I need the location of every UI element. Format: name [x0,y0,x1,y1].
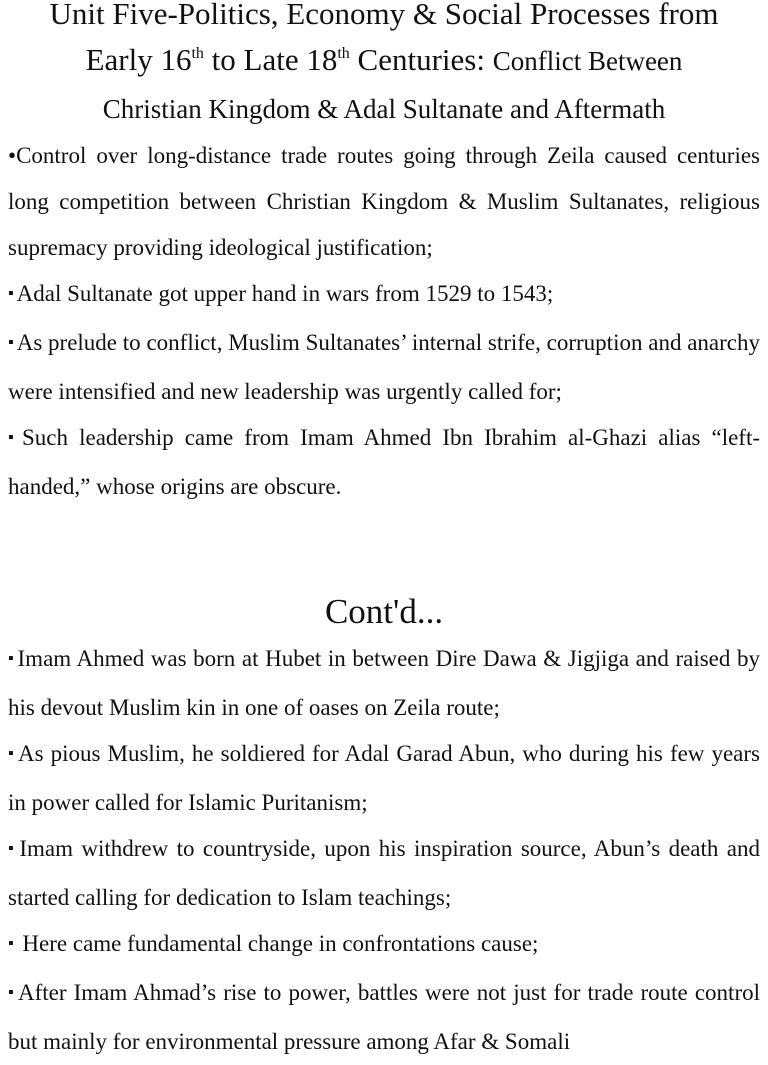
bullet-marker: ▪ [8,935,14,952]
bullet-marker: • [8,143,17,168]
bullet-text: As prelude to conflict, Muslim Sultanates’ internal strife, corruption and anarchy were intensified and new leadership was urgently called for; [8,330,761,404]
bullet-text: Imam Ahmed was born at Hubet in between Dire Dawa & Jigjiga and raised by his devout Muslim kin in one of oases on Zeila route; [8,646,760,720]
bullet-item [8,921,760,970]
bullet-marker: ▪ [8,334,14,351]
bullet-text: Control over long-distance trade routes going through Zeila caused centuries long competition between Christian Kingdom & Muslim Sultanates, religious supremacy providing ideological justification; [8,143,760,260]
title-text: Centuries: [349,42,493,77]
bullet-text: Here came fundamental change in confrontations cause; [16,931,539,956]
bullet-item [8,320,760,415]
title-text: Conflict Between [492,46,683,76]
bullet-text: Imam withdrew to countryside, upon his inspiration source, Abun’s death and started calling for dedication to Islam teachings; [8,836,760,910]
slide-2 [0,588,768,1065]
slide-1 [0,0,768,510]
slide-title-line-2 [0,30,768,91]
bullet-item [8,636,760,731]
bullet-marker: ▪ [8,429,20,446]
bullet-text: Such leadership came from Imam Ahmed Ibn Ibrahim al-Ghazi alias “left-handed,” whose origins are obscure. [8,425,760,499]
bullet-list [0,636,768,1065]
bullet-marker: ▪ [8,840,17,857]
bullet-marker: ▪ [8,984,16,1001]
slide-title: Cont'd... [324,592,444,631]
bullet-item [8,731,760,826]
bullet-item [8,133,760,271]
bullet-item [8,415,760,510]
bullet-marker: ▪ [8,745,15,762]
bullet-text: After Imam Ahmad’s rise to power, battles were not just for trade route control but mainly for environmental pressure among Afar & Somali [8,980,760,1054]
bullet-item [8,271,760,320]
bullet-text: As pious Muslim, he soldiered for Adal Garad Abun, who during his few years in power called for Islamic Puritanism; [8,741,761,815]
bullet-item [8,970,760,1065]
title-text: to Late 18 [203,42,338,77]
title-text: Early 16 [85,42,192,77]
superscript: th [191,45,204,62]
bullet-list [0,133,768,510]
superscript: th [337,45,350,62]
bullet-item [8,826,760,921]
bullet-marker: ▪ [8,285,14,302]
bullet-text: Adal Sultanate got upper hand in wars from 1529 to 1543; [16,281,554,306]
slide-title-line-1: Unit Five-Politics, Economy & Social Processes from [49,0,719,31]
bullet-marker: ▪ [8,650,15,667]
slide-title-line-3: Christian Kingdom & Adal Sultanate and Aftermath [102,94,666,124]
